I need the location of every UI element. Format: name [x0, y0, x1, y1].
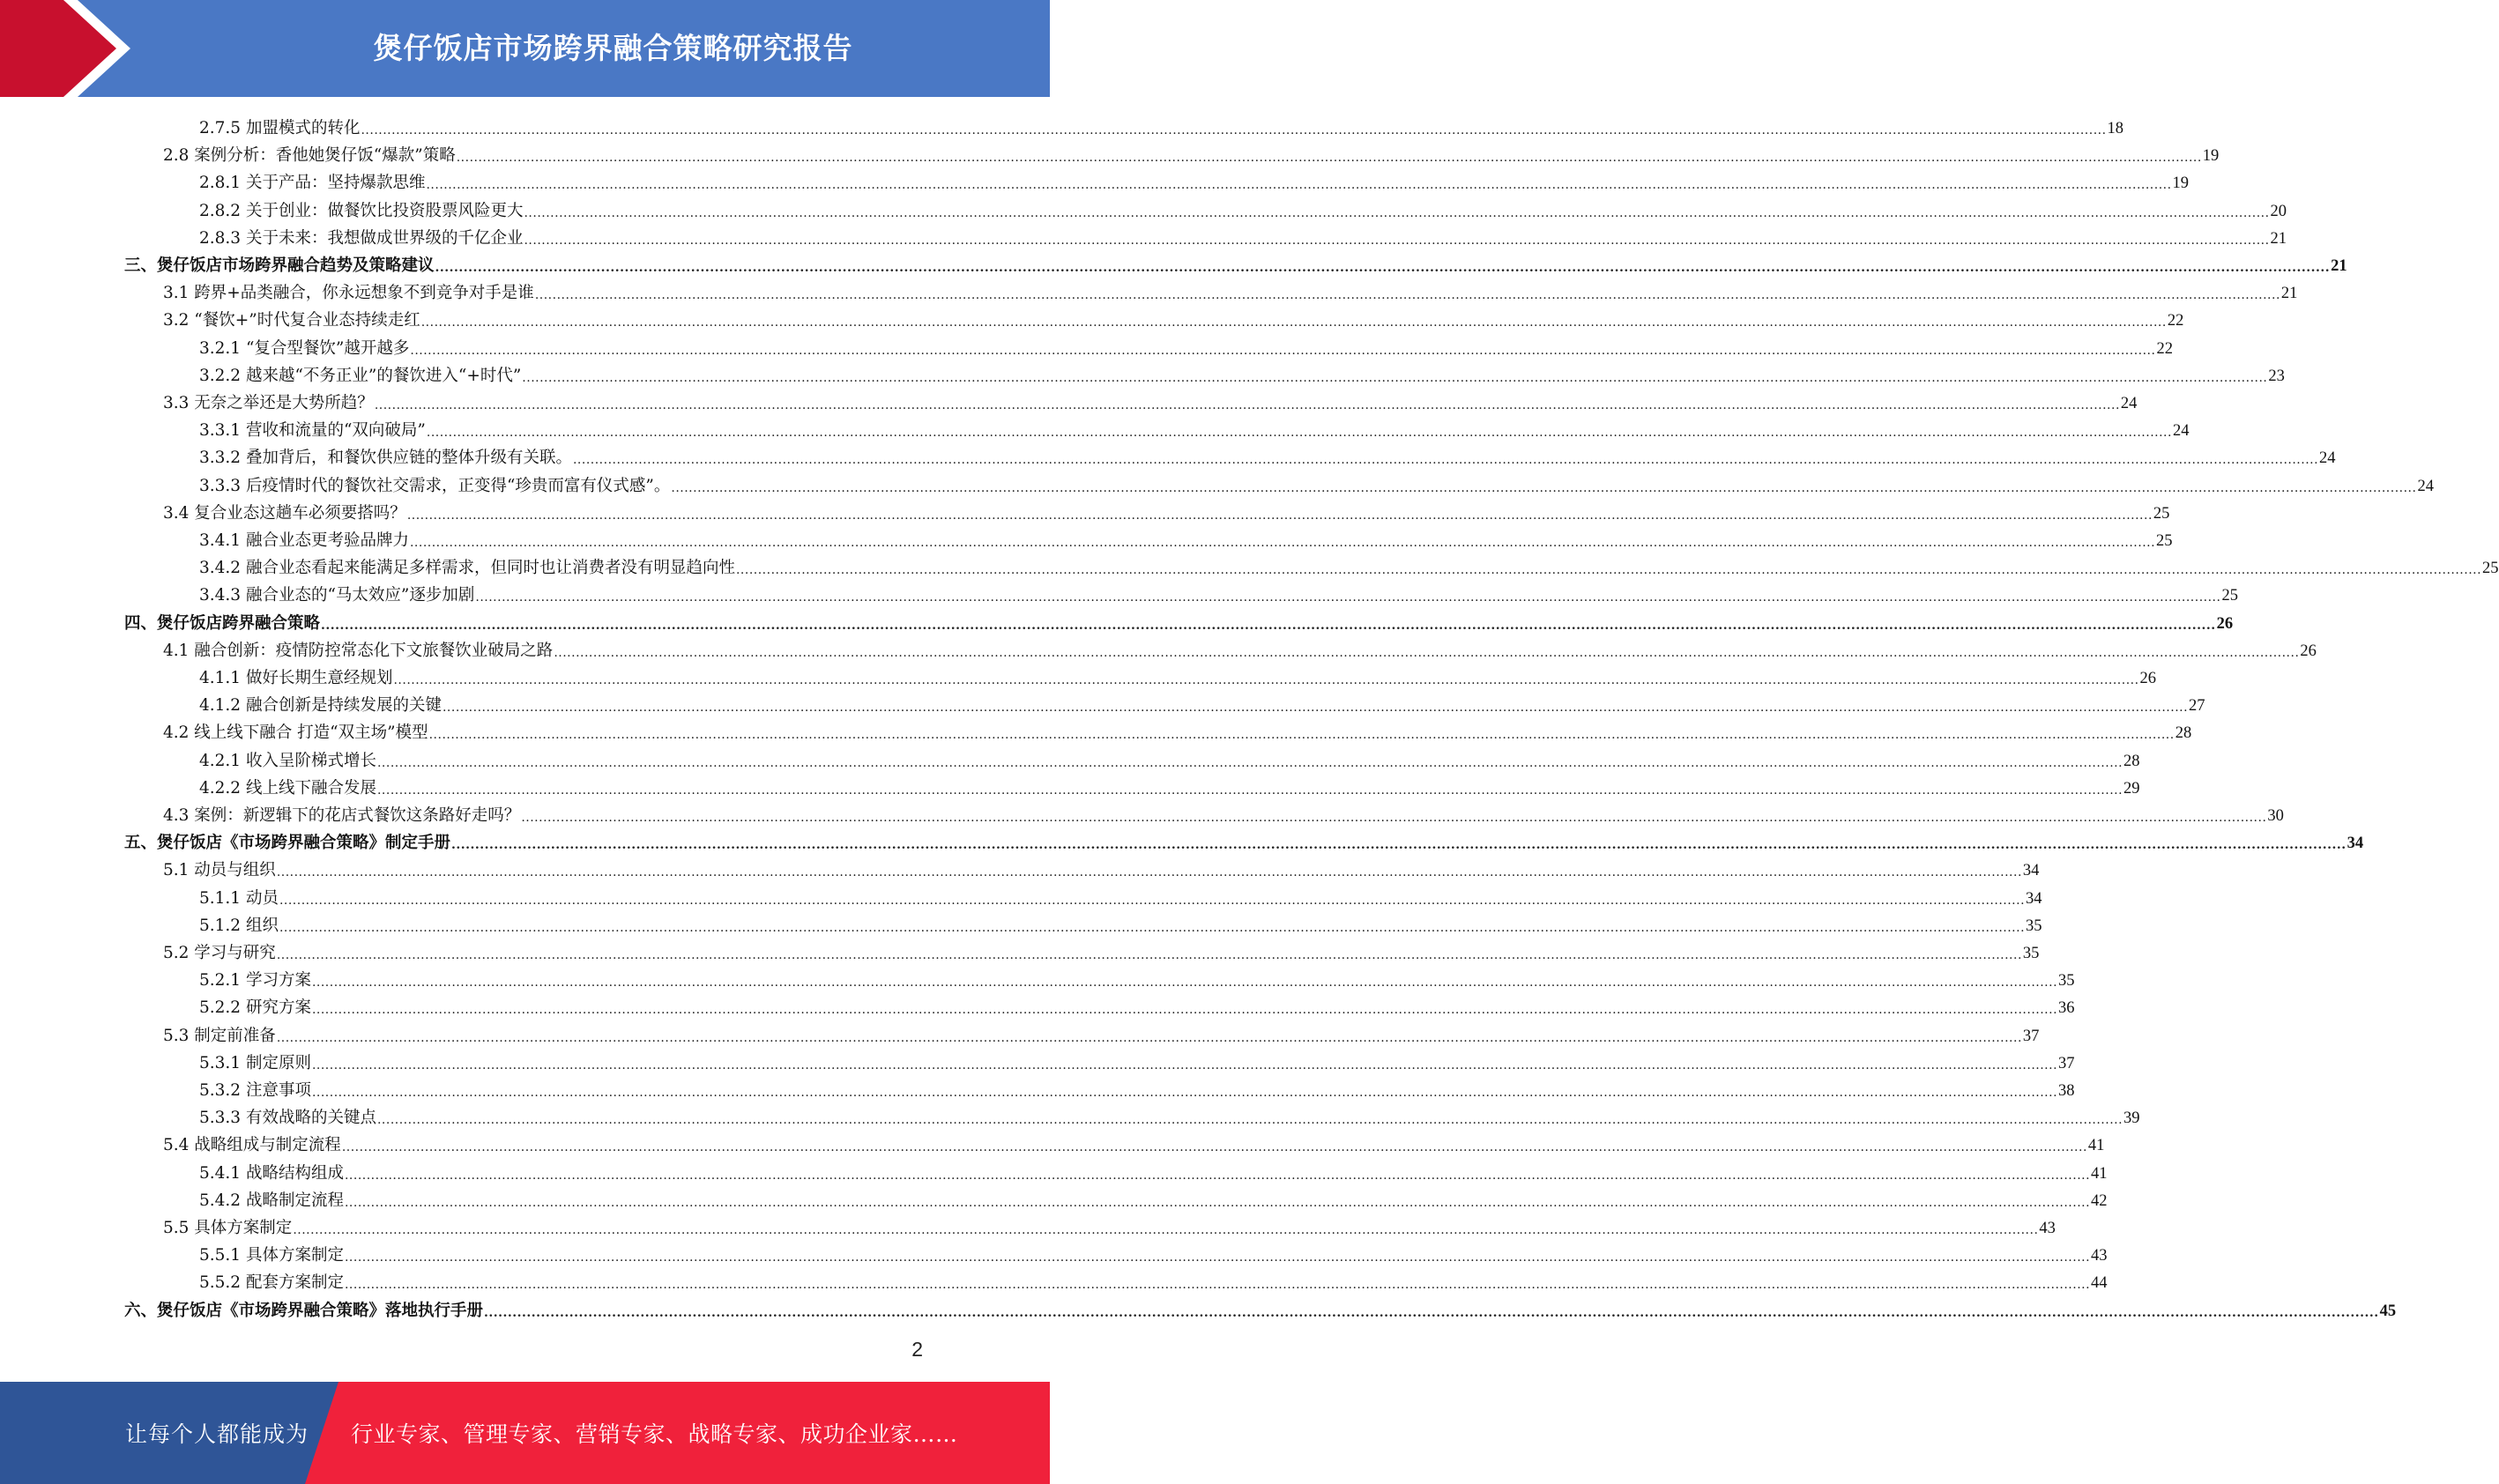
toc-entry-title: 5.3.1 制定原则 [199, 1053, 311, 1072]
toc-entry-title: 3.3 无奈之举还是大势所趋？ [163, 394, 374, 412]
toc-entry-page: 25 [2153, 504, 2170, 523]
toc-entry-title: 5.4 战略组成与制定流程 [163, 1136, 341, 1155]
report-title: 煲仔饭店市场跨界融合策略研究报告 [373, 30, 853, 65]
toc-dot-leader: ................................................................................................................................................................................................................................................................................................................................................................................................................ [524, 233, 2270, 248]
toc-entry[interactable] [199, 359, 2285, 386]
page-footer [0, 1382, 1050, 1484]
toc-entry-page: 37 [2022, 1027, 2040, 1045]
toc-entry[interactable] [199, 744, 2140, 771]
toc-entry-page: 25 [2221, 587, 2238, 605]
toc-entry[interactable] [199, 909, 2042, 936]
toc-dot-leader: ................................................................................................................................................................................................................................................................................................................................................................................................................ [311, 1003, 2058, 1018]
toc-entry-title: 4.2 线上线下融合 打造“双主场”模型 [163, 723, 428, 743]
toc-entry[interactable] [163, 138, 2220, 166]
toc-entry-title: 4.1 融合创新：疫情防控常态化下文旅餐饮业破局之路 [163, 641, 554, 660]
toc-dot-leader: ................................................................................................................................................................................................................................................................................................................................................................................................................ [524, 205, 2270, 220]
page-number: 2 [911, 1338, 923, 1361]
toc-entry[interactable] [163, 1019, 2040, 1046]
toc-dot-leader: ................................................................................................................................................................................................................................................................................................................................................................................................................ [341, 1140, 2087, 1155]
toc-entry-title: 5.2.2 研究方案 [199, 998, 311, 1018]
toc-entry-title: 5.2.1 学习方案 [199, 971, 311, 991]
toc-dot-leader: ................................................................................................................................................................................................................................................................................................................................................................................................................ [554, 645, 2300, 660]
toc-dot-leader: ................................................................................................................................................................................................................................................................................................................................................................................................................ [451, 838, 2347, 853]
toc-entry-title: 5.4.1 战略结构组成 [199, 1163, 344, 1183]
toc-entry-page: 29 [2123, 779, 2140, 798]
toc-entry-page: 22 [2167, 312, 2184, 330]
toc-entry[interactable] [199, 551, 2499, 578]
toc-entry[interactable] [163, 936, 2040, 963]
toc-entry[interactable] [163, 634, 2317, 661]
toc-dot-leader: ................................................................................................................................................................................................................................................................................................................................................................................................................ [376, 755, 2123, 770]
toc-entry[interactable] [199, 661, 2157, 688]
toc-dot-leader: ................................................................................................................................................................................................................................................................................................................................................................................................................ [420, 315, 2167, 330]
toc-entry[interactable] [199, 771, 2140, 798]
toc-dot-leader: ................................................................................................................................................................................................................................................................................................................................................................................................................ [374, 398, 2120, 412]
toc-dot-leader: ................................................................................................................................................................................................................................................................................................................................................................................................................ [475, 590, 2221, 605]
toc-entry-title: 5.2 学习与研究 [163, 944, 276, 962]
toc-entry[interactable] [199, 221, 2287, 249]
toc-entry-title: 3.4.2 融合业态看起来能满足多样需求，但同时也让消费者没有明显趋向性 [199, 559, 735, 578]
toc-entry-title: 5.1.2 组织 [199, 916, 279, 935]
toc-dot-leader: ................................................................................................................................................................................................................................................................................................................................................................................................................ [279, 920, 2026, 935]
toc-entry[interactable] [163, 303, 2184, 330]
toc-entry-page: 35 [2058, 972, 2075, 991]
toc-entry-title: 2.7.5 加盟模式的转化 [199, 119, 361, 137]
toc-entry[interactable] [163, 276, 2298, 303]
toc-entry-title: 3.3.2 叠加背后，和餐饮供应链的整体升级有关联。 [199, 449, 572, 468]
toc-entry-page: 38 [2058, 1082, 2075, 1100]
toc-entry-title: 5.5.1 具体方案制定 [199, 1246, 344, 1265]
toc-entry-page: 42 [2091, 1191, 2108, 1210]
toc-entry-title: 六、煲仔饭店《市场跨界融合策略》落地执行手册 [124, 1301, 484, 1320]
toc-dot-leader: ................................................................................................................................................................................................................................................................................................................................................................................................................ [426, 426, 2172, 441]
toc-entry-page: 28 [2175, 724, 2192, 743]
toc-dot-leader: ................................................................................................................................................................................................................................................................................................................................................................................................................ [311, 976, 2058, 991]
toc-entry[interactable] [199, 469, 2434, 496]
toc-entry-title: 3.4.3 融合业态的“马太效应”逐步加剧 [199, 586, 475, 605]
toc-entry-page: 24 [2417, 477, 2434, 495]
toc-dot-leader: ................................................................................................................................................................................................................................................................................................................................................................................................................ [344, 1168, 2091, 1183]
toc-dot-leader: ................................................................................................................................................................................................................................................................................................................................................................................................................ [279, 893, 2026, 908]
toc-dot-leader: ................................................................................................................................................................................................................................................................................................................................................................................................................ [344, 1250, 2091, 1265]
toc-entry-page: 43 [2039, 1220, 2056, 1237]
toc-entry-title: 2.8 案例分析：香他她煲仔饭“爆款”策略 [163, 146, 456, 166]
toc-entry-title: 2.8.2 关于创业：做餐饮比投资股票风险更大 [199, 201, 524, 220]
toc-entry-page: 25 [2156, 532, 2173, 550]
toc-entry-title: 4.1.1 做好长期生意经规划 [199, 669, 393, 687]
toc-entry-page: 22 [2156, 339, 2173, 358]
toc-dot-leader: ................................................................................................................................................................................................................................................................................................................................................................................................................ [321, 618, 2216, 633]
toc-entry-title: 四、煲仔饭店跨界融合策略 [124, 613, 321, 633]
toc-entry-title: 3.2 “餐饮+”时代复合业态持续走红 [163, 311, 420, 330]
toc-entry-page: 21 [2280, 285, 2298, 303]
toc-entry[interactable] [124, 606, 2234, 634]
toc-entry[interactable] [199, 1046, 2075, 1073]
toc-dot-leader: ................................................................................................................................................................................................................................................................................................................................................................................................................ [426, 178, 2172, 193]
toc-entry-page: 41 [2091, 1164, 2108, 1183]
toc-dot-leader: ................................................................................................................................................................................................................................................................................................................................................................................................................ [456, 151, 2202, 166]
footer-slogan-left: 让每个人都能成为 [125, 1421, 309, 1447]
toc-entry-page: 30 [2267, 807, 2284, 825]
toc-entry[interactable] [199, 413, 2190, 441]
toc-entry-title: 5.4.2 战略制定流程 [199, 1191, 344, 1210]
toc-entry-title: 3.1 跨界+品类融合，你永远想象不到竞争对手是谁 [163, 284, 534, 303]
toc-dot-leader: ................................................................................................................................................................................................................................................................................................................................................................................................................ [572, 453, 2319, 468]
toc-entry-page: 24 [2319, 449, 2336, 468]
toc-entry-page: 20 [2270, 202, 2287, 220]
toc-entry[interactable] [199, 1183, 2108, 1211]
toc-entry-page: 24 [2120, 395, 2138, 412]
page-header [0, 0, 1050, 97]
toc-entry[interactable] [163, 386, 2138, 413]
toc-entry[interactable] [199, 1156, 2108, 1183]
toc-dot-leader: ................................................................................................................................................................................................................................................................................................................................................................................................................ [361, 123, 2107, 137]
toc-entry-page: 18 [2107, 120, 2124, 137]
toc-entry-page: 26 [2139, 670, 2157, 687]
toc-dot-leader: ................................................................................................................................................................................................................................................................................................................................................................................................................ [311, 1086, 2058, 1100]
toc-entry-page: 43 [2091, 1247, 2108, 1265]
toc-dot-leader: ................................................................................................................................................................................................................................................................................................................................................................................................................ [522, 370, 2268, 385]
toc-entry-title: 3.4.1 融合业态更考验品牌力 [199, 531, 409, 550]
toc-entry-page: 19 [2172, 174, 2190, 193]
toc-dot-leader: ................................................................................................................................................................................................................................................................................................................................................................................................................ [393, 673, 2139, 687]
toc-dot-leader: ................................................................................................................................................................................................................................................................................................................................................................................................................ [428, 728, 2175, 743]
toc-dot-leader: ................................................................................................................................................................................................................................................................................................................................................................................................................ [435, 261, 2331, 275]
toc-dot-leader: ................................................................................................................................................................................................................................................................................................................................................................................................................ [735, 563, 2482, 578]
toc-entry[interactable] [199, 578, 2238, 605]
toc-entry[interactable] [199, 331, 2173, 359]
toc-entry[interactable] [199, 166, 2190, 193]
toc-entry-page: 35 [2022, 945, 2040, 962]
toc-entry-page: 37 [2058, 1054, 2075, 1072]
toc-dot-leader: ................................................................................................................................................................................................................................................................................................................................................................................................................ [376, 1113, 2123, 1128]
toc-entry-title: 2.8.3 关于未来：我想做成世界级的千亿企业 [199, 228, 524, 248]
toc-dot-leader: ................................................................................................................................................................................................................................................................................................................................................................................................................ [534, 288, 2280, 303]
toc-entry-page: 34 [2347, 835, 2364, 853]
toc-dot-leader: ................................................................................................................................................................................................................................................................................................................................................................................................................ [344, 1195, 2091, 1210]
toc-entry-page: 26 [2216, 614, 2234, 633]
toc-entry[interactable] [199, 963, 2075, 991]
toc-entry[interactable] [163, 1211, 2056, 1238]
toc-dot-leader: ................................................................................................................................................................................................................................................................................................................................................................................................................ [344, 1278, 2091, 1293]
toc-dot-leader: ................................................................................................................................................................................................................................................................................................................................................................................................................ [276, 865, 2022, 880]
toc-dot-leader: ................................................................................................................................................................................................................................................................................................................................................................................................................ [671, 480, 2417, 495]
toc-entry-page: 41 [2087, 1137, 2105, 1155]
toc-entry[interactable] [199, 194, 2287, 221]
toc-dot-leader: ................................................................................................................................................................................................................................................................................................................................................................................................................ [311, 1057, 2058, 1072]
red-chevron-decoration [0, 0, 141, 97]
toc-entry-title: 4.1.2 融合创新是持续发展的关键 [199, 696, 442, 716]
toc-dot-leader: ................................................................................................................................................................................................................................................................................................................................................................................................................ [442, 701, 2189, 716]
toc-entry-title: 三、煲仔饭店市场跨界融合趋势及策略建议 [124, 256, 435, 275]
toc-entry-title: 5.3.3 有效战略的关键点 [199, 1109, 376, 1128]
toc-entry[interactable] [163, 496, 2170, 523]
toc-entry-title: 5.5 具体方案制定 [163, 1219, 293, 1237]
toc-dot-leader: ................................................................................................................................................................................................................................................................................................................................................................................................................ [293, 1223, 2039, 1237]
toc-entry-title: 3.3.1 营收和流量的“双向破局” [199, 421, 426, 441]
toc-entry-title: 5.5.2 配套方案制定 [199, 1273, 344, 1293]
toc-entry-title: 5.3.2 注意事项 [199, 1081, 311, 1100]
toc-entry[interactable] [124, 1294, 2397, 1321]
toc-entry-page: 19 [2202, 147, 2220, 166]
toc-entry[interactable] [199, 991, 2075, 1018]
toc-entry[interactable] [124, 249, 2347, 276]
toc-entry[interactable] [199, 441, 2336, 468]
toc-entry-page: 34 [2026, 889, 2042, 908]
toc-entry-title: 3.4 复合业态这趟车必须要搭吗？ [163, 503, 406, 523]
toc-entry[interactable] [163, 798, 2284, 826]
toc-entry[interactable] [199, 1101, 2140, 1128]
toc-dot-leader: ................................................................................................................................................................................................................................................................................................................................................................................................................ [276, 948, 2022, 962]
toc-entry-title: 5.1.1 动员 [199, 888, 279, 908]
toc-entry-page: 24 [2172, 422, 2190, 441]
toc-entry-page: 21 [2331, 257, 2347, 275]
toc-dot-leader: ................................................................................................................................................................................................................................................................................................................................................................................................................ [409, 536, 2156, 550]
toc-entry-page: 35 [2026, 916, 2042, 935]
toc-entry-page: 26 [2300, 642, 2317, 660]
toc-dot-leader: ................................................................................................................................................................................................................................................................................................................................................................................................................ [521, 811, 2267, 825]
toc-entry[interactable] [163, 1128, 2105, 1155]
toc-entry-page: 36 [2058, 999, 2075, 1018]
toc-entry[interactable] [199, 1265, 2108, 1293]
toc-entry-title: 4.3 案例：新逻辑下的花店式餐饮这条路好走吗？ [163, 806, 521, 825]
toc-entry[interactable] [163, 853, 2040, 880]
toc-entry-title: 五、煲仔饭店《市场跨界融合策略》制定手册 [124, 834, 451, 853]
toc-dot-leader: ................................................................................................................................................................................................................................................................................................................................................................................................................ [276, 1030, 2022, 1045]
toc-entry-title: 3.3.3 后疫情时代的餐饮社交需求，正变得“珍贵而富有仪式感”。 [199, 476, 671, 495]
toc-entry-page: 44 [2091, 1274, 2108, 1293]
toc-entry-title: 4.2.1 收入呈阶梯式增长 [199, 751, 376, 770]
toc-entry-title: 3.2.2 越来越“不务正业”的餐饮进入“+时代” [199, 366, 522, 385]
toc-entry-title: 3.2.1 “复合型餐饮”越开越多 [199, 338, 410, 358]
toc-entry-page: 25 [2482, 560, 2499, 578]
footer-slogan-right: 行业专家、管理专家、营销专家、战略专家、成功企业家…… [351, 1421, 958, 1447]
toc-entry-page: 45 [2379, 1302, 2397, 1320]
toc-entry-page: 34 [2022, 862, 2040, 880]
toc-entry-page: 27 [2189, 697, 2205, 716]
toc-entry-page: 21 [2270, 229, 2287, 248]
toc-entry-title: 5.1 动员与组织 [163, 861, 276, 880]
toc-entry[interactable] [199, 881, 2042, 909]
toc-entry[interactable] [199, 688, 2205, 716]
toc-entry-page: 28 [2123, 752, 2140, 770]
toc-entry[interactable] [199, 523, 2173, 551]
toc-entry-title: 4.2.2 线上线下融合发展 [199, 778, 376, 798]
toc-entry[interactable] [163, 716, 2192, 743]
toc-dot-leader: ................................................................................................................................................................................................................................................................................................................................................................................................................ [484, 1305, 2379, 1320]
toc-entry[interactable] [124, 826, 2364, 853]
toc-entry-page: 39 [2123, 1109, 2140, 1128]
toc-entry[interactable] [199, 111, 2124, 138]
toc-entry[interactable] [199, 1073, 2075, 1101]
toc-dot-leader: ................................................................................................................................................................................................................................................................................................................................................................................................................ [406, 508, 2153, 523]
toc-entry-page: 23 [2268, 367, 2285, 385]
toc-dot-leader: ................................................................................................................................................................................................................................................................................................................................................................................................................ [410, 343, 2156, 358]
toc-entry-title: 2.8.1 关于产品：坚持爆款思维 [199, 174, 426, 193]
toc-dot-leader: ................................................................................................................................................................................................................................................................................................................................................................................................................ [376, 783, 2123, 798]
toc-entry-title: 5.3 制定前准备 [163, 1026, 276, 1045]
toc-entry[interactable] [199, 1238, 2108, 1265]
